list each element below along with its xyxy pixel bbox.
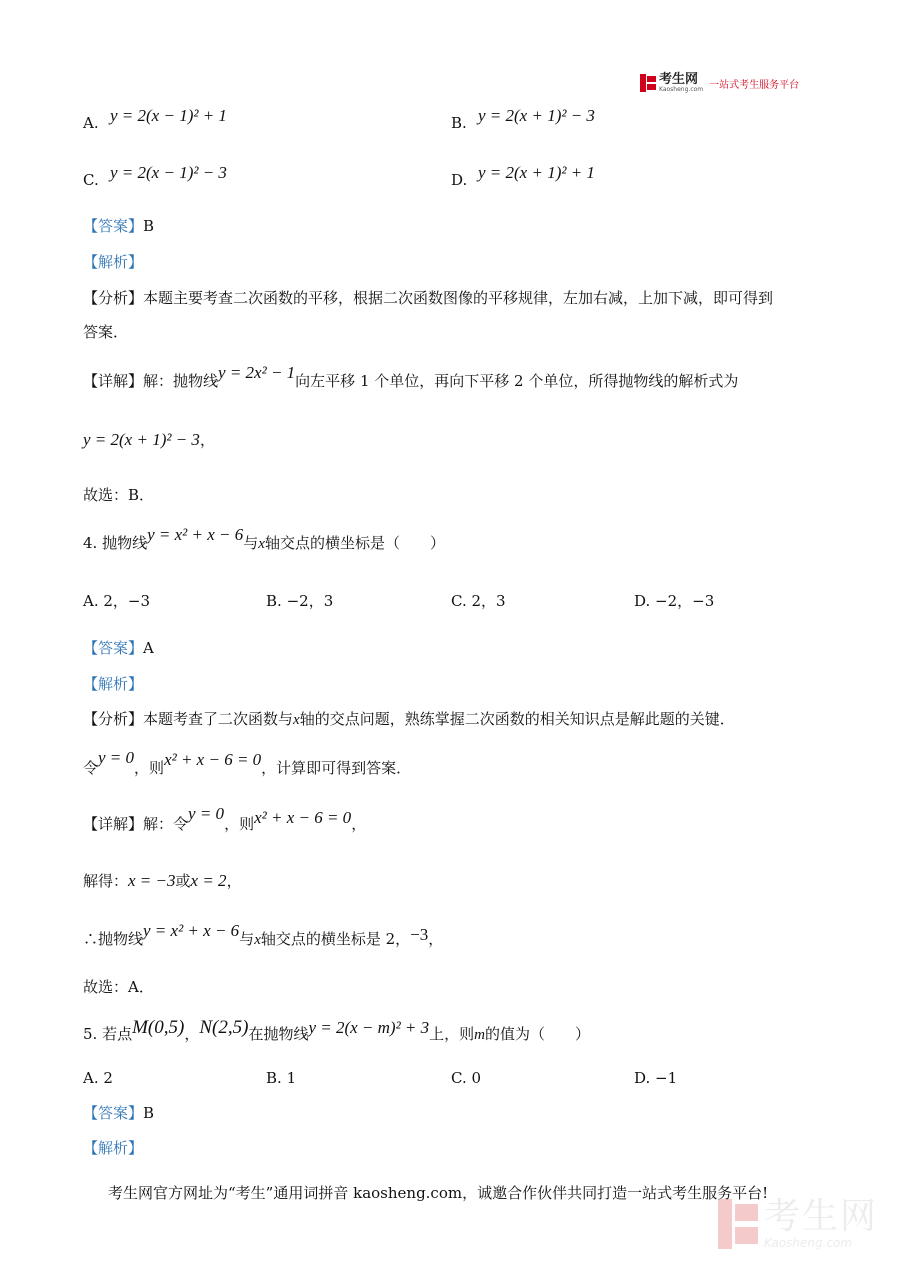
q4-option-d	[634, 590, 714, 611]
option-value: −1	[655, 1069, 678, 1087]
watermark	[718, 1198, 878, 1250]
detail-a: 解：令	[143, 815, 189, 833]
jiede-end: ，	[226, 872, 242, 890]
option-value: 2	[103, 1069, 113, 1087]
therefore-var-x: x	[254, 932, 261, 948]
q3-fenxi	[83, 287, 773, 308]
therefore-val: −3	[410, 925, 429, 944]
detail-tag: 【详解】	[83, 815, 144, 833]
answer-value: A	[143, 639, 154, 657]
option-value: −2，−3	[655, 592, 715, 610]
q5-formula: y = 2(x − m)² + 3	[308, 1018, 430, 1037]
logo-name: 考生网	[659, 71, 699, 87]
q3-detail	[83, 363, 739, 391]
analysis-tag: 【解析】	[83, 675, 144, 693]
q4-ling	[83, 748, 412, 778]
q4-formula: y = x² + x − 6	[147, 525, 244, 544]
q3-option-d-formula: y = 2(x + 1)² + 1	[478, 163, 595, 182]
answer-tag: 【答案】	[83, 639, 144, 657]
ling-mid: ，则	[134, 759, 165, 777]
q5-option-d	[634, 1069, 677, 1087]
answer-value: B	[143, 217, 155, 235]
q4-prefix: 抛物线	[102, 534, 148, 552]
q4-answer-line	[83, 637, 154, 658]
q3-answer-line	[83, 215, 154, 236]
therefore-end: ，	[428, 930, 444, 948]
ling-end: ，计算即可得到答案．	[261, 759, 412, 777]
q3-result	[83, 429, 215, 450]
q3-option-a-formula: y = 2(x − 1)² + 1	[110, 106, 227, 125]
option-value: 0	[471, 1069, 482, 1087]
detail-mid: ，则	[224, 815, 255, 833]
q4-number: 4.	[83, 534, 98, 552]
kaosheng-logo-icon	[640, 74, 656, 92]
option-value: 1	[286, 1069, 297, 1087]
answer-tag: 【答案】	[83, 217, 144, 235]
detail-formula: y = 2x² − 1	[218, 363, 296, 382]
option-label: D.	[634, 592, 651, 610]
q5-option-c	[451, 1069, 481, 1087]
detail-suffix: 向左平移 1 个单位，再向下平移 2 个单位，所得抛物线的解析式为	[295, 372, 739, 390]
option-label: A.	[83, 592, 99, 610]
q3-option-a-label: A.	[83, 114, 99, 132]
ling-f1: y = 0	[98, 748, 135, 767]
q5-answer-line	[83, 1102, 154, 1123]
q4-detail	[83, 804, 367, 834]
q3-option-d-label: D.	[451, 171, 468, 189]
q5-comma: ，	[184, 1025, 200, 1043]
therefore-formula: y = x² + x − 6	[143, 921, 240, 940]
detail-prefix: 解：抛物线	[143, 372, 219, 390]
result-formula: y = 2(x + 1)² − 3	[83, 430, 200, 449]
q3-option-c-formula: y = 2(x − 1)² − 3	[110, 163, 227, 182]
ling-f2: x² + x − 6 = 0	[164, 750, 262, 769]
q5-option-b	[266, 1069, 296, 1087]
q4-option-c	[451, 590, 506, 611]
detail-end: ，	[351, 815, 367, 833]
q4-jiede	[83, 870, 242, 891]
option-label: B.	[266, 1069, 282, 1087]
q3-option-b-formula: y = 2(x + 1)² − 3	[478, 106, 595, 125]
ling: 令	[83, 759, 99, 777]
q3-fenxi-cont: 答案．	[83, 323, 129, 341]
q4-therefore	[83, 921, 444, 949]
watermark-domain: Kaosheng.com	[764, 1236, 853, 1250]
q4-var-x: x	[258, 536, 265, 552]
option-label: C.	[451, 1069, 467, 1087]
option-value: −2，3	[286, 592, 334, 610]
q4-option-a	[83, 590, 150, 611]
q3-option-c-label: C.	[83, 171, 99, 189]
detail-f1: y = 0	[188, 804, 225, 823]
option-label: B.	[266, 592, 282, 610]
answer-tag: 【答案】	[83, 1104, 144, 1122]
q5-var-m: m	[474, 1027, 486, 1043]
analysis-tag: 【解析】	[83, 253, 144, 271]
jiede-or: 或	[175, 872, 191, 890]
q5-number: 5.	[83, 1025, 98, 1043]
logo-domain: Kaosheng.com	[659, 85, 704, 93]
q5-stem	[83, 1017, 591, 1045]
q5-prefix: 若点	[102, 1025, 133, 1043]
therefore-a: 与	[239, 930, 255, 948]
watermark-logo-icon	[718, 1199, 758, 1249]
q5-tail-b: 的值为（ ）	[485, 1025, 591, 1043]
answer-value: B	[143, 1104, 155, 1122]
therefore: ∴抛物线	[83, 930, 144, 948]
header-logo	[640, 72, 799, 94]
fenxi-tag: 【分析】	[83, 289, 144, 307]
fenxi-var-x: x	[293, 712, 300, 728]
footer-text: 考生网官方网址为“考生”通用词拼音 kaosheng.com，诚邀合作伙伴共同打造一站式考生服务平台!	[108, 1184, 769, 1202]
jiede-f2: x = 2	[190, 871, 227, 890]
option-value: 2，3	[471, 592, 506, 610]
fenxi-b: 轴的交点问题，熟练掌握二次函数的相关知识点是解此题的关键．	[299, 710, 735, 728]
q4-suffix-b: 轴交点的横坐标是（ ）	[264, 534, 445, 552]
q4-option-b	[266, 590, 333, 611]
option-label: D.	[634, 1069, 651, 1087]
q4-choose: 故选：A．	[83, 978, 154, 996]
watermark-name: 考生网	[764, 1196, 879, 1237]
detail-tag: 【详解】	[83, 372, 144, 390]
q4-fenxi	[83, 708, 735, 729]
q3-option-b-label: B.	[451, 114, 467, 132]
q5-mid: 在抛物线	[248, 1025, 309, 1043]
option-value: 2，−3	[103, 592, 151, 610]
logo-slogan: 一站式考生服务平台	[709, 79, 800, 91]
option-label: A.	[83, 1069, 99, 1087]
q5-tail-a: 上，则	[429, 1025, 475, 1043]
q5-point-n: N(2,5)	[199, 1017, 249, 1038]
fenxi-a: 本题考查了二次函数与	[143, 710, 294, 728]
detail-f2: x² + x − 6 = 0	[254, 808, 352, 827]
q4-suffix-a: 与	[243, 534, 259, 552]
q3-choose: 故选：B．	[83, 486, 155, 504]
therefore-b: 轴交点的横坐标是 2，	[260, 930, 411, 948]
fenxi-text: 本题主要考查二次函数的平移，根据二次函数图像的平移规律，左加右减，上加下减，即可得到	[143, 289, 774, 307]
result-suffix: ，	[199, 431, 215, 449]
q5-option-a	[83, 1069, 113, 1087]
q4-stem	[83, 525, 445, 553]
jiede-f1: x = −3	[128, 871, 176, 890]
q5-point-m: M(0,5)	[132, 1017, 185, 1038]
fenxi-tag: 【分析】	[83, 710, 144, 728]
jiede: 解得：	[83, 872, 129, 890]
option-label: C.	[451, 592, 467, 610]
analysis-tag: 【解析】	[83, 1139, 144, 1157]
